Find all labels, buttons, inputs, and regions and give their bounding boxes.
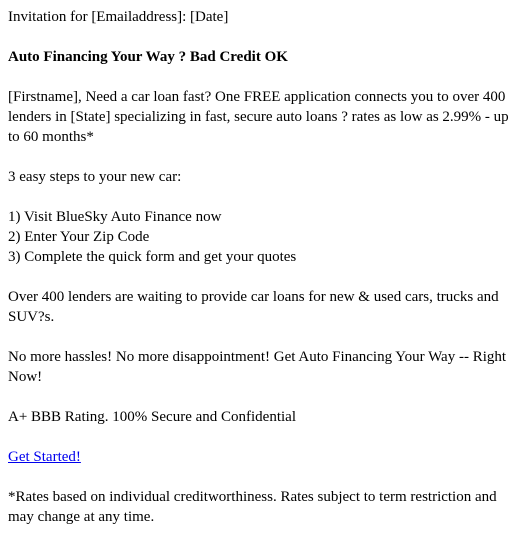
- step-item-3: 3) Complete the quick form and get your quotes: [8, 249, 297, 265]
- rating-line: A+ BBB Rating. 100% Secure and Confidential: [8, 409, 297, 425]
- steps-heading: 3 easy steps to your new car:: [8, 169, 182, 185]
- intro-paragraph: [Firstname], Need a car loan fast? One FREE application connects you to over 400 lenders in [State] specializing in fast, secure auto loans ? rates as low as 2.99% - up to 60 months*: [8, 89, 509, 145]
- disclaimer: *Rates based on individual creditworthiness. Rates subject to term restriction and may change at any time.: [8, 489, 497, 525]
- step-item-2: 2) Enter Your Zip Code: [8, 229, 150, 245]
- lenders-paragraph: Over 400 lenders are waiting to provide car loans for new & used cars, trucks and SUV?s.: [8, 289, 499, 325]
- steps-list: [8, 207, 511, 267]
- no-hassles-paragraph: No more hassles! No more disappointment! Get Auto Financing Your Way -- Right Now!: [8, 349, 507, 385]
- invitation-line: Invitation for [Emailaddress]: [Date]: [8, 9, 229, 25]
- cta-container: [8, 447, 511, 467]
- get-started-link[interactable]: Get Started!: [8, 449, 81, 465]
- headline: Auto Financing Your Way ? Bad Credit OK: [8, 49, 288, 65]
- step-item-1: 1) Visit BlueSky Auto Finance now: [8, 209, 222, 225]
